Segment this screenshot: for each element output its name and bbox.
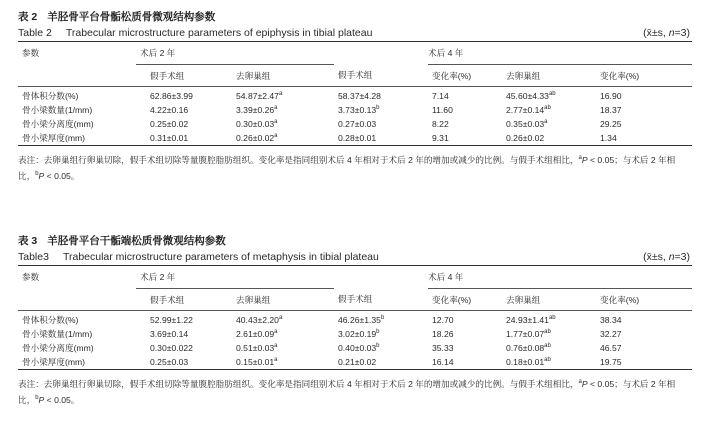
cell-value: 32.27: [600, 329, 622, 339]
cell-value: 0.25±0.03: [150, 357, 189, 367]
header-change-sham: 变化率(%): [428, 289, 502, 311]
table-row: [18, 355, 692, 370]
stat-n: n: [668, 27, 675, 39]
table-row: [18, 341, 692, 355]
table-row: [18, 103, 692, 117]
table-2-header-row-1: [18, 42, 692, 65]
cell-value: 29.25: [600, 119, 622, 129]
cell: [334, 117, 428, 131]
table-row: [18, 117, 692, 131]
table-2: [18, 41, 692, 146]
cell: [136, 87, 222, 104]
cell-value: 16.90: [600, 91, 622, 101]
header-empty: [18, 289, 136, 311]
cell: [502, 87, 596, 104]
table-2-caption-cn: 羊胫骨平台骨骺松质骨微观结构参数: [47, 11, 216, 23]
stat-label: (x̄±s,: [643, 251, 669, 263]
cell: [334, 341, 428, 355]
row-label: 骨体积分数(%): [22, 91, 79, 101]
cell-value: 0.35±0.03: [506, 119, 545, 129]
cell-value: 1.34: [596, 131, 692, 146]
cell: [334, 87, 428, 104]
header-sham-2y: 假手术组: [136, 289, 222, 311]
header-gap: [334, 266, 428, 289]
table-2-footnote: [18, 152, 692, 184]
table-2-caption-en: Trabecular microstructure parameters of epiphysis in tibial plateau: [65, 27, 373, 39]
row-label: 骨小梁数量(1/mm): [22, 105, 93, 115]
cell-value: 40.43±2.20: [236, 315, 279, 325]
cell: [222, 131, 334, 146]
cell-value: 46.57: [600, 343, 622, 353]
note-p: P: [38, 171, 45, 181]
header-ovx-4y: 去卵巢组: [502, 289, 596, 311]
cell-value: 0.28±0.01: [338, 133, 377, 143]
table-2-title-cn: [18, 10, 692, 25]
stat-n: n: [668, 251, 675, 263]
sig-mark: ab: [548, 315, 556, 321]
cell: [222, 117, 334, 131]
cell-value: 46.26±1.35: [338, 315, 381, 325]
header-ovx-2y: 去卵巢组: [222, 65, 334, 87]
cell-value: 3.02±0.19: [338, 329, 377, 339]
sig-mark: a: [278, 91, 283, 97]
header-group-2y: 术后 2 年: [136, 42, 334, 65]
table-3-caption-cn: 羊胫骨平台干骺端松质骨微观结构参数: [47, 235, 226, 247]
cell: [222, 87, 334, 104]
cell: [222, 341, 334, 355]
cell-value: 54.87±2.47: [236, 91, 279, 101]
table-3-title-cn: [18, 234, 692, 249]
header-group-4y: 术后 4 年: [428, 266, 692, 289]
table-2-number-cn: 表 2: [18, 11, 38, 23]
cell: [222, 327, 334, 341]
cell-value: 3.73±0.13: [338, 105, 377, 115]
sig-mark: b: [376, 105, 380, 111]
sig-mark: a: [274, 357, 278, 363]
cell-value: 3.69±0.14: [150, 329, 189, 339]
cell-value: 0.21±0.02: [338, 357, 377, 367]
cell-value: 0.27±0.03: [338, 119, 377, 129]
cell: [222, 103, 334, 117]
cell-value: 4.22±0.16: [150, 105, 189, 115]
cell-value: 0.31±0.01: [150, 133, 189, 143]
cell: [502, 341, 596, 355]
cell: [334, 311, 428, 328]
cell: [136, 103, 222, 117]
cell: [222, 311, 334, 328]
stat-n-value: =3): [674, 251, 690, 263]
cell: [502, 311, 596, 328]
row-label: 骨小梁数量(1/mm): [22, 329, 93, 339]
sig-mark: a: [544, 119, 548, 125]
cell: [334, 103, 428, 117]
table-2-header-row-2: [18, 65, 692, 87]
sig-mark: ab: [544, 343, 551, 349]
cell-value: 35.33: [432, 343, 454, 353]
cell-value: 0.76±0.08: [506, 343, 545, 353]
note-p: P: [581, 155, 588, 165]
cell: [502, 117, 596, 131]
cell-value: 9.31: [428, 131, 502, 146]
header-change-ovx: 变化率(%): [596, 289, 692, 311]
cell-value: 0.18±0.01: [506, 357, 545, 367]
note-text: < 0.05。: [44, 395, 80, 405]
stat-label: (x̄±s,: [643, 27, 669, 39]
header-ovx-2y: 去卵巢组: [222, 289, 334, 311]
sig-mark-b: b: [35, 171, 39, 177]
cell-value: 0.15±0.01: [236, 357, 275, 367]
header-ovx-4y: 去卵巢组: [502, 65, 596, 87]
cell-value: 0.26±0.02: [236, 133, 275, 143]
cell: [334, 327, 428, 341]
cell-value: 0.26±0.02: [506, 133, 545, 143]
sig-mark: ab: [544, 329, 551, 335]
row-label: 骨小梁厚度(mm): [18, 131, 136, 146]
note-text: < 0.05；与术后 2 年相比，: [18, 155, 676, 181]
table-3-title-en: [18, 249, 692, 265]
cell-value: 0.30±0.022: [150, 343, 193, 353]
cell-value: 0.51±0.03: [236, 343, 275, 353]
cell: [136, 355, 222, 370]
header-sham-2y: 假手术组: [136, 65, 222, 87]
sig-mark: b: [380, 315, 385, 321]
cell-value: 2.77±0.14: [506, 105, 545, 115]
cell-value: 0.40±0.03: [338, 343, 377, 353]
sig-mark-b: b: [35, 395, 39, 401]
row-label: 骨小梁分离度(mm): [22, 343, 94, 353]
cell: [502, 355, 596, 370]
table-row: [18, 327, 692, 341]
cell: [136, 311, 222, 328]
stat-n-value: =3): [674, 27, 690, 39]
header-group-4y: 术后 4 年: [428, 42, 692, 65]
row-label: 骨体积分数(%): [22, 315, 79, 325]
cell-value: 11.60: [432, 105, 453, 115]
cell-value: 19.75: [596, 355, 692, 370]
table-3-number-en: Table3: [18, 251, 49, 263]
table-2-number-en: Table 2: [18, 27, 52, 39]
cell: [334, 355, 428, 370]
header-sham-4y: 假手术组: [334, 289, 428, 311]
note-text: < 0.05；与术后 2 年相比，: [18, 379, 676, 405]
cell-value: 52.99±1.22: [150, 315, 193, 325]
row-label: 骨小梁分离度(mm): [22, 119, 94, 129]
cell-value: 2.61±0.09: [236, 329, 275, 339]
sig-mark: a: [278, 315, 283, 321]
table-row: [18, 131, 692, 146]
header-param: 参数: [18, 42, 136, 65]
sig-mark: b: [376, 329, 380, 335]
sig-mark: a: [274, 105, 278, 111]
note-text: 表注：去卵巢组行卵巢切除，假手术组切除等量腹腔脂肪组织。变化率是指同组别术后 4 年相对于术后 2 年的增加或减少的比例。与假手术组相比，: [18, 155, 579, 165]
header-empty: [18, 65, 136, 87]
sig-mark: a: [274, 119, 278, 125]
cell: [502, 131, 596, 146]
sig-mark: a: [274, 133, 278, 139]
cell-value: 0.30±0.03: [236, 119, 275, 129]
table-row: [18, 311, 692, 328]
cell-value: 12.70: [432, 315, 454, 325]
note-text: < 0.05。: [44, 171, 80, 181]
note-text: 表注：去卵巢组行卵巢切除，假手术组切除等量腹腔脂肪组织。变化率是指同组别术后 4 年相对于术后 2 年的增加或减少的比例。与假手术组相比，: [18, 379, 579, 389]
table-3-stat-note: [643, 249, 690, 265]
table-2-block: [18, 10, 692, 184]
cell: [502, 327, 596, 341]
cell-value: 18.37: [600, 105, 622, 115]
cell-value: 45.60±4.33: [506, 91, 549, 101]
cell-value: 7.14: [432, 91, 449, 101]
cell: [222, 355, 334, 370]
cell-value: 1.77±0.07: [506, 329, 545, 339]
cell-value: 8.22: [432, 119, 449, 129]
table-3: [18, 265, 692, 370]
cell: [502, 103, 596, 117]
table-3-footnote: [18, 376, 692, 408]
cell: [136, 341, 222, 355]
table-3-number-cn: 表 3: [18, 235, 38, 247]
cell-value: 58.37±4.28: [338, 91, 381, 101]
header-change-sham: 变化率(%): [428, 65, 502, 87]
table-2-title-en: [18, 25, 692, 41]
cell-value: 18.26: [432, 329, 454, 339]
cell-value: 38.34: [600, 315, 622, 325]
cell-value: 0.25±0.02: [150, 119, 189, 129]
sig-mark: ab: [544, 105, 551, 111]
cell: [136, 131, 222, 146]
sig-mark-a: a: [578, 155, 582, 161]
header-gap: [334, 42, 428, 65]
header-sham-4y: 假手术组: [334, 65, 428, 87]
table-3-header-row-1: [18, 266, 692, 289]
cell-value: 16.14: [428, 355, 502, 370]
sig-mark: b: [376, 343, 380, 349]
header-param: 参数: [18, 266, 136, 289]
note-p: P: [581, 379, 588, 389]
table-3-block: [18, 234, 692, 408]
row-label: 骨小梁厚度(mm): [18, 355, 136, 370]
cell: [136, 327, 222, 341]
cell: [136, 117, 222, 131]
sig-mark: a: [274, 329, 278, 335]
header-group-2y: 术后 2 年: [136, 266, 334, 289]
sig-mark: a: [274, 343, 278, 349]
cell-value: 3.39±0.26: [236, 105, 275, 115]
cell: [334, 131, 428, 146]
sig-mark: ab: [548, 91, 556, 97]
note-p: P: [38, 395, 45, 405]
sig-mark: ab: [544, 357, 551, 363]
header-change-ovx: 变化率(%): [596, 65, 692, 87]
cell-value: 24.93±1.41: [506, 315, 549, 325]
table-3-header-row-2: [18, 289, 692, 311]
table-3-caption-en: Trabecular microstructure parameters of metaphysis in tibial plateau: [62, 251, 379, 263]
cell-value: 62.86±3.99: [150, 91, 193, 101]
sig-mark-a: a: [578, 379, 582, 385]
table-row: [18, 87, 692, 104]
table-2-stat-note: [643, 25, 690, 41]
